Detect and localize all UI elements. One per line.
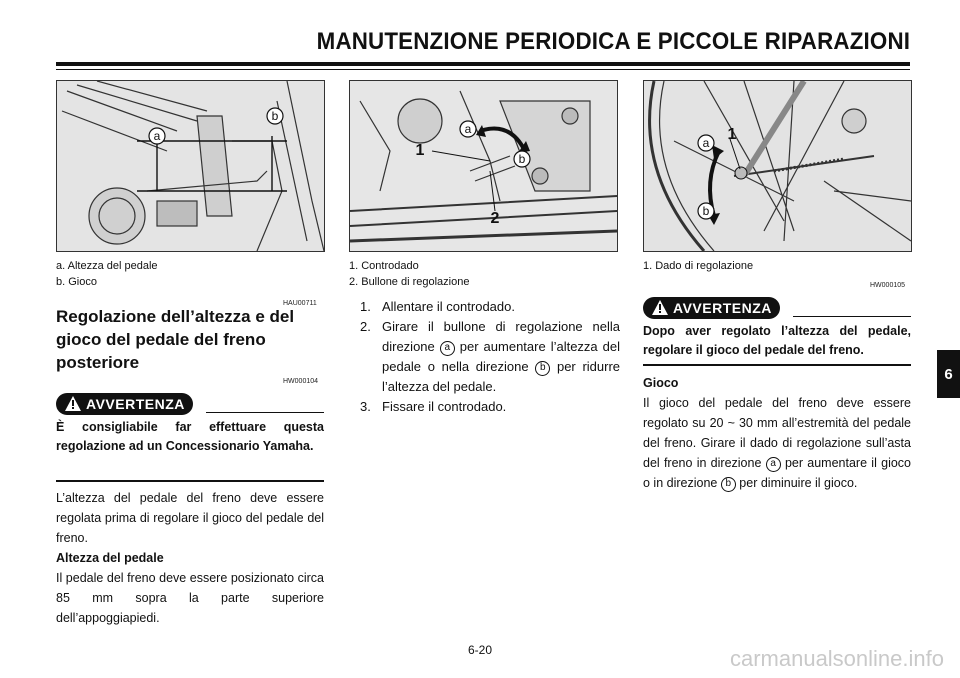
figure2-label-a: a (464, 122, 472, 136)
page-number: 6-20 (467, 643, 493, 657)
step-2-number: 2. (360, 319, 371, 334)
warning-text-right: Dopo aver regolato l’altezza del pedale, regolare il gioco del pedale del freno. (643, 324, 911, 357)
figure2-label-b: b (518, 152, 526, 166)
figure3-label-a: a (702, 136, 710, 150)
warning-badge-left (56, 393, 193, 415)
figure1-captions (56, 258, 158, 290)
figure2-caption-2: 2. Bullone di regolazione (349, 276, 470, 288)
warning-end-rule-right (643, 364, 911, 366)
header-rule-thin (56, 69, 910, 70)
step-3 (350, 397, 620, 417)
figure-brake-pedal-height (56, 80, 325, 252)
figure3-captions (643, 258, 753, 274)
figure1-caption-b: b. Gioco (56, 276, 97, 288)
left-paragraph-1: L’altezza del pedale del freno deve essere regolata prima di regolare il gioco del pedale del freno. (56, 491, 324, 545)
adjustment-steps (350, 297, 620, 417)
left-paragraph-2: Il pedale del freno deve essere posizionato circa 85 mm sopra la parte superiore dell’appoggiapiedi. (56, 571, 324, 625)
watermark: carmanualsonline.info (729, 646, 944, 671)
figure1-caption-a: a. Altezza del pedale (56, 260, 158, 272)
step-2-text-post: per ridurre l’altezza del pedale. (382, 359, 621, 394)
right-body (643, 373, 911, 493)
header-rule-thick (56, 62, 910, 66)
figure3-label-b: b (702, 204, 710, 218)
figure2-label-1: 1 (415, 142, 425, 159)
warning-badge-right (643, 297, 780, 319)
right-paragraph-pre: Il gioco del pedale del freno deve essere regolato su 20 ~ 30 mm all’estremità del pedale del freno. Girare il dado di regolazione sull’asta del freno in direzione (643, 396, 911, 470)
right-paragraph (643, 393, 911, 493)
figure3-label-1: 1 (727, 126, 737, 143)
warning-text-left: È consigliabile far effettuare questa regolazione ad un Concessionario Yamaha. (56, 420, 324, 453)
right-paragraph-mid: per aumentare il gioco o in direzione (643, 456, 911, 490)
warning-triangle-icon (652, 300, 668, 315)
step-1-number: 1. (360, 299, 371, 314)
warning-rule-right (793, 316, 911, 317)
step-1 (350, 297, 620, 317)
step-2-text-mid: per aumentare l’altezza del pedale o nella direzione (382, 339, 621, 374)
free-play-subheading: Gioco (643, 376, 679, 390)
step-2-text-pre: Girare il bullone di regolazione nella direzione (382, 319, 620, 354)
pedal-height-subheading: Altezza del pedale (56, 551, 164, 565)
warning-badge-left-wrap (56, 393, 324, 415)
figure1-label-a: a (153, 129, 161, 143)
figure2-captions (349, 258, 469, 290)
step-3-text: Fissare il controdado. (382, 399, 507, 414)
figure-adjusting-bolt (349, 80, 618, 252)
step-3-number: 3. (360, 399, 371, 414)
warning-end-rule-left (56, 480, 324, 482)
section-heading: Regolazione dell’altezza e del gioco del pedale del freno posteriore (56, 307, 295, 372)
warning-badge-right-wrap (643, 297, 911, 319)
direction-a-marker-right: a (766, 457, 781, 472)
direction-b-marker-right: b (721, 477, 736, 492)
warning-code-right: HW000105 (870, 282, 906, 289)
figure1-label-b: b (271, 109, 279, 123)
left-body (56, 488, 324, 628)
right-paragraph-post: per diminuire il gioco. (735, 476, 858, 490)
figure2-label-2: 2 (490, 210, 500, 227)
section-code: HAU00711 (283, 300, 317, 307)
direction-b-marker: b (535, 361, 550, 376)
warning-triangle-icon (65, 396, 81, 411)
chapter-tab: 6 (937, 350, 960, 398)
direction-a-marker: a (440, 341, 455, 356)
step-2 (350, 317, 620, 397)
figure-adjusting-nut (643, 80, 912, 252)
warning-label-right: AVVERTENZA (673, 300, 772, 316)
warning-code-left: HW000104 (283, 378, 319, 385)
warning-rule-left (206, 412, 324, 413)
figure3-caption-1: 1. Dado di regolazione (643, 260, 754, 272)
figure2-caption-1: 1. Controdado (349, 260, 419, 272)
warning-label-left: AVVERTENZA (86, 396, 185, 412)
page-title: MANUTENZIONE PERIODICA E PICCOLE RIPARAZIONI (316, 28, 910, 55)
step-1-text: Allentare il controdado. (382, 299, 515, 314)
